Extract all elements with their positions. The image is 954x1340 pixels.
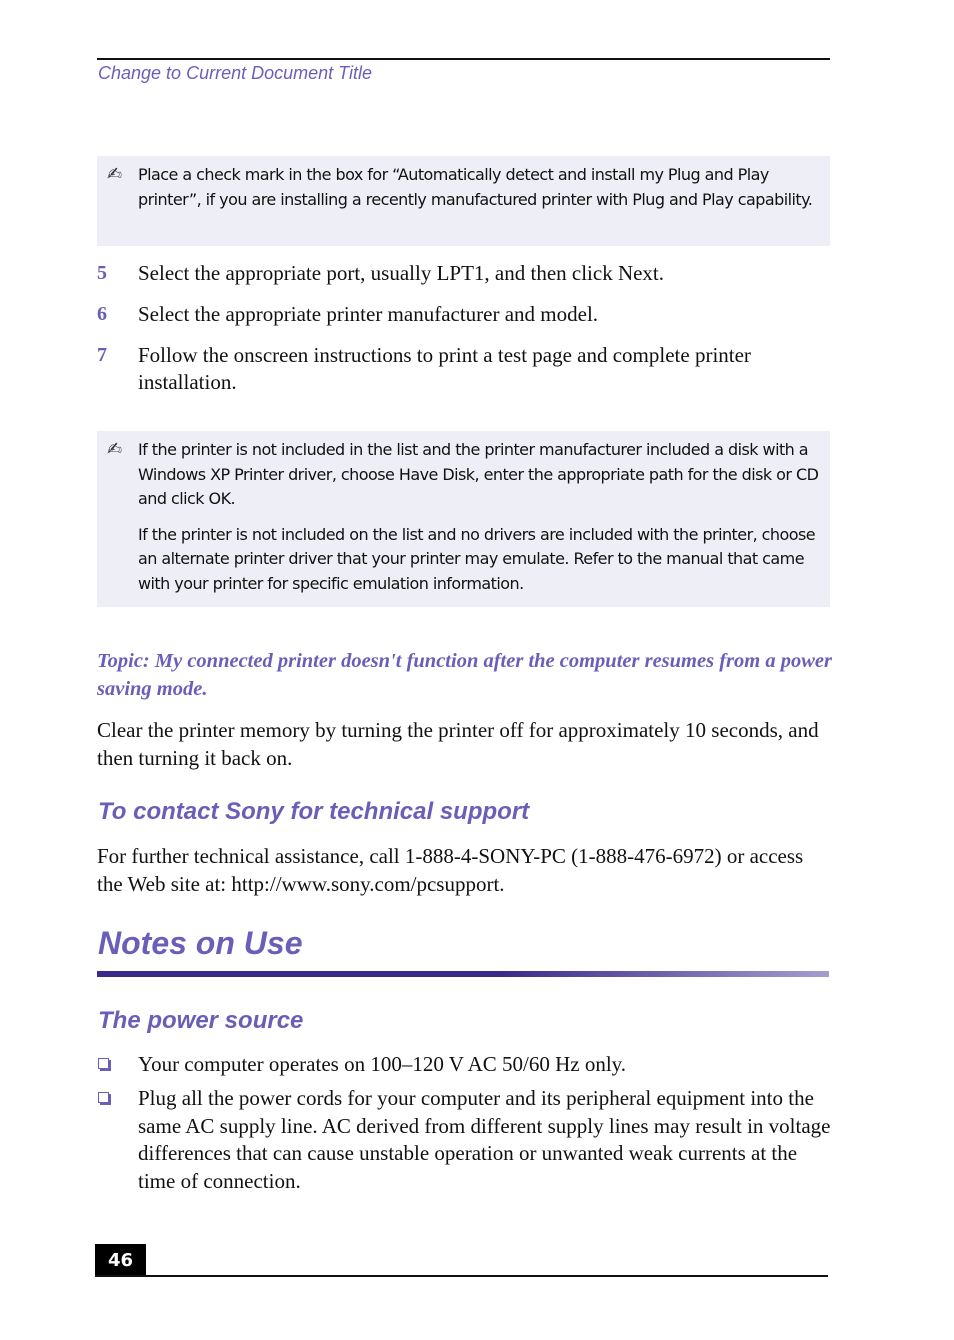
step-item [97,342,830,396]
page-number: 46 [95,1244,146,1276]
step-number: 6 [97,303,107,325]
topic-body: Clear the printer memory by turning the printer off for approximately 10 seconds, and then turning it back on. [97,718,819,770]
support-body: For further technical assistance, call 1-888-4-SONY-PC (1-888-476-6972) or access the Web site at: http://www.sony.com/pcsupport. [97,844,804,896]
note-text: If the printer is not included on the list and no drivers are included with the printer, choose an alternate printer driver that your printer may emulate. Refer to the manual that came with your printer for specific emulation information. [138,524,816,593]
step-item [97,260,830,287]
note-box-printer-driver [97,431,830,607]
step-text: Follow the onscreen instructions to print a test page and complete printer installation. [138,343,751,394]
power-source-heading: The power source [98,1007,304,1034]
section-title: Notes on Use [98,925,303,961]
step-text: Select the appropriate port, usually LPT1, and then click Next. [138,261,665,285]
note-text: If the printer is not included in the list and the printer manufacturer included a disk with a Windows XP Printer driver, choose Have Disk, enter the appropriate path for the disk or CD and click OK. [138,440,819,508]
pencil-note-icon: ✍ [107,164,123,185]
running-header-title: Change to Current Document Title [98,63,372,83]
step-text: Select the appropriate printer manufacturer and model. [138,302,599,326]
support-heading: To contact Sony for technical support [98,798,530,825]
bullet-item [97,1051,832,1079]
section-rule [97,971,829,977]
bullet-text: Your computer operates on 100–120 V AC 50/60 Hz only. [138,1052,627,1076]
step-number: 5 [97,262,107,284]
note-box-plug-and-play [97,156,830,246]
step-item [97,301,830,328]
topic-heading: Topic: My connected printer doesn't function after the computer resumes from a power saving mode. [97,650,832,700]
bullet-text: Plug all the power cords for your computer and its peripheral equipment into the same AC supply line. AC derived from different supply lines may result in voltage differences that can cause unstable operation or unwanted weak currents at the time of connection. [138,1086,831,1193]
bullet-item [97,1085,832,1195]
footer-rule [95,1275,828,1277]
step-number: 7 [97,344,107,366]
pencil-note-icon: ✍ [107,439,123,460]
note-text: Place a check mark in the box for “Automatically detect and install my Plug and Play printer”, if you are installing a recently manufactured printer with Plug and Play capability. [138,165,813,209]
checkbox-bullet-icon [98,1058,109,1069]
checkbox-bullet-icon [98,1092,109,1103]
header-rule [97,58,830,60]
